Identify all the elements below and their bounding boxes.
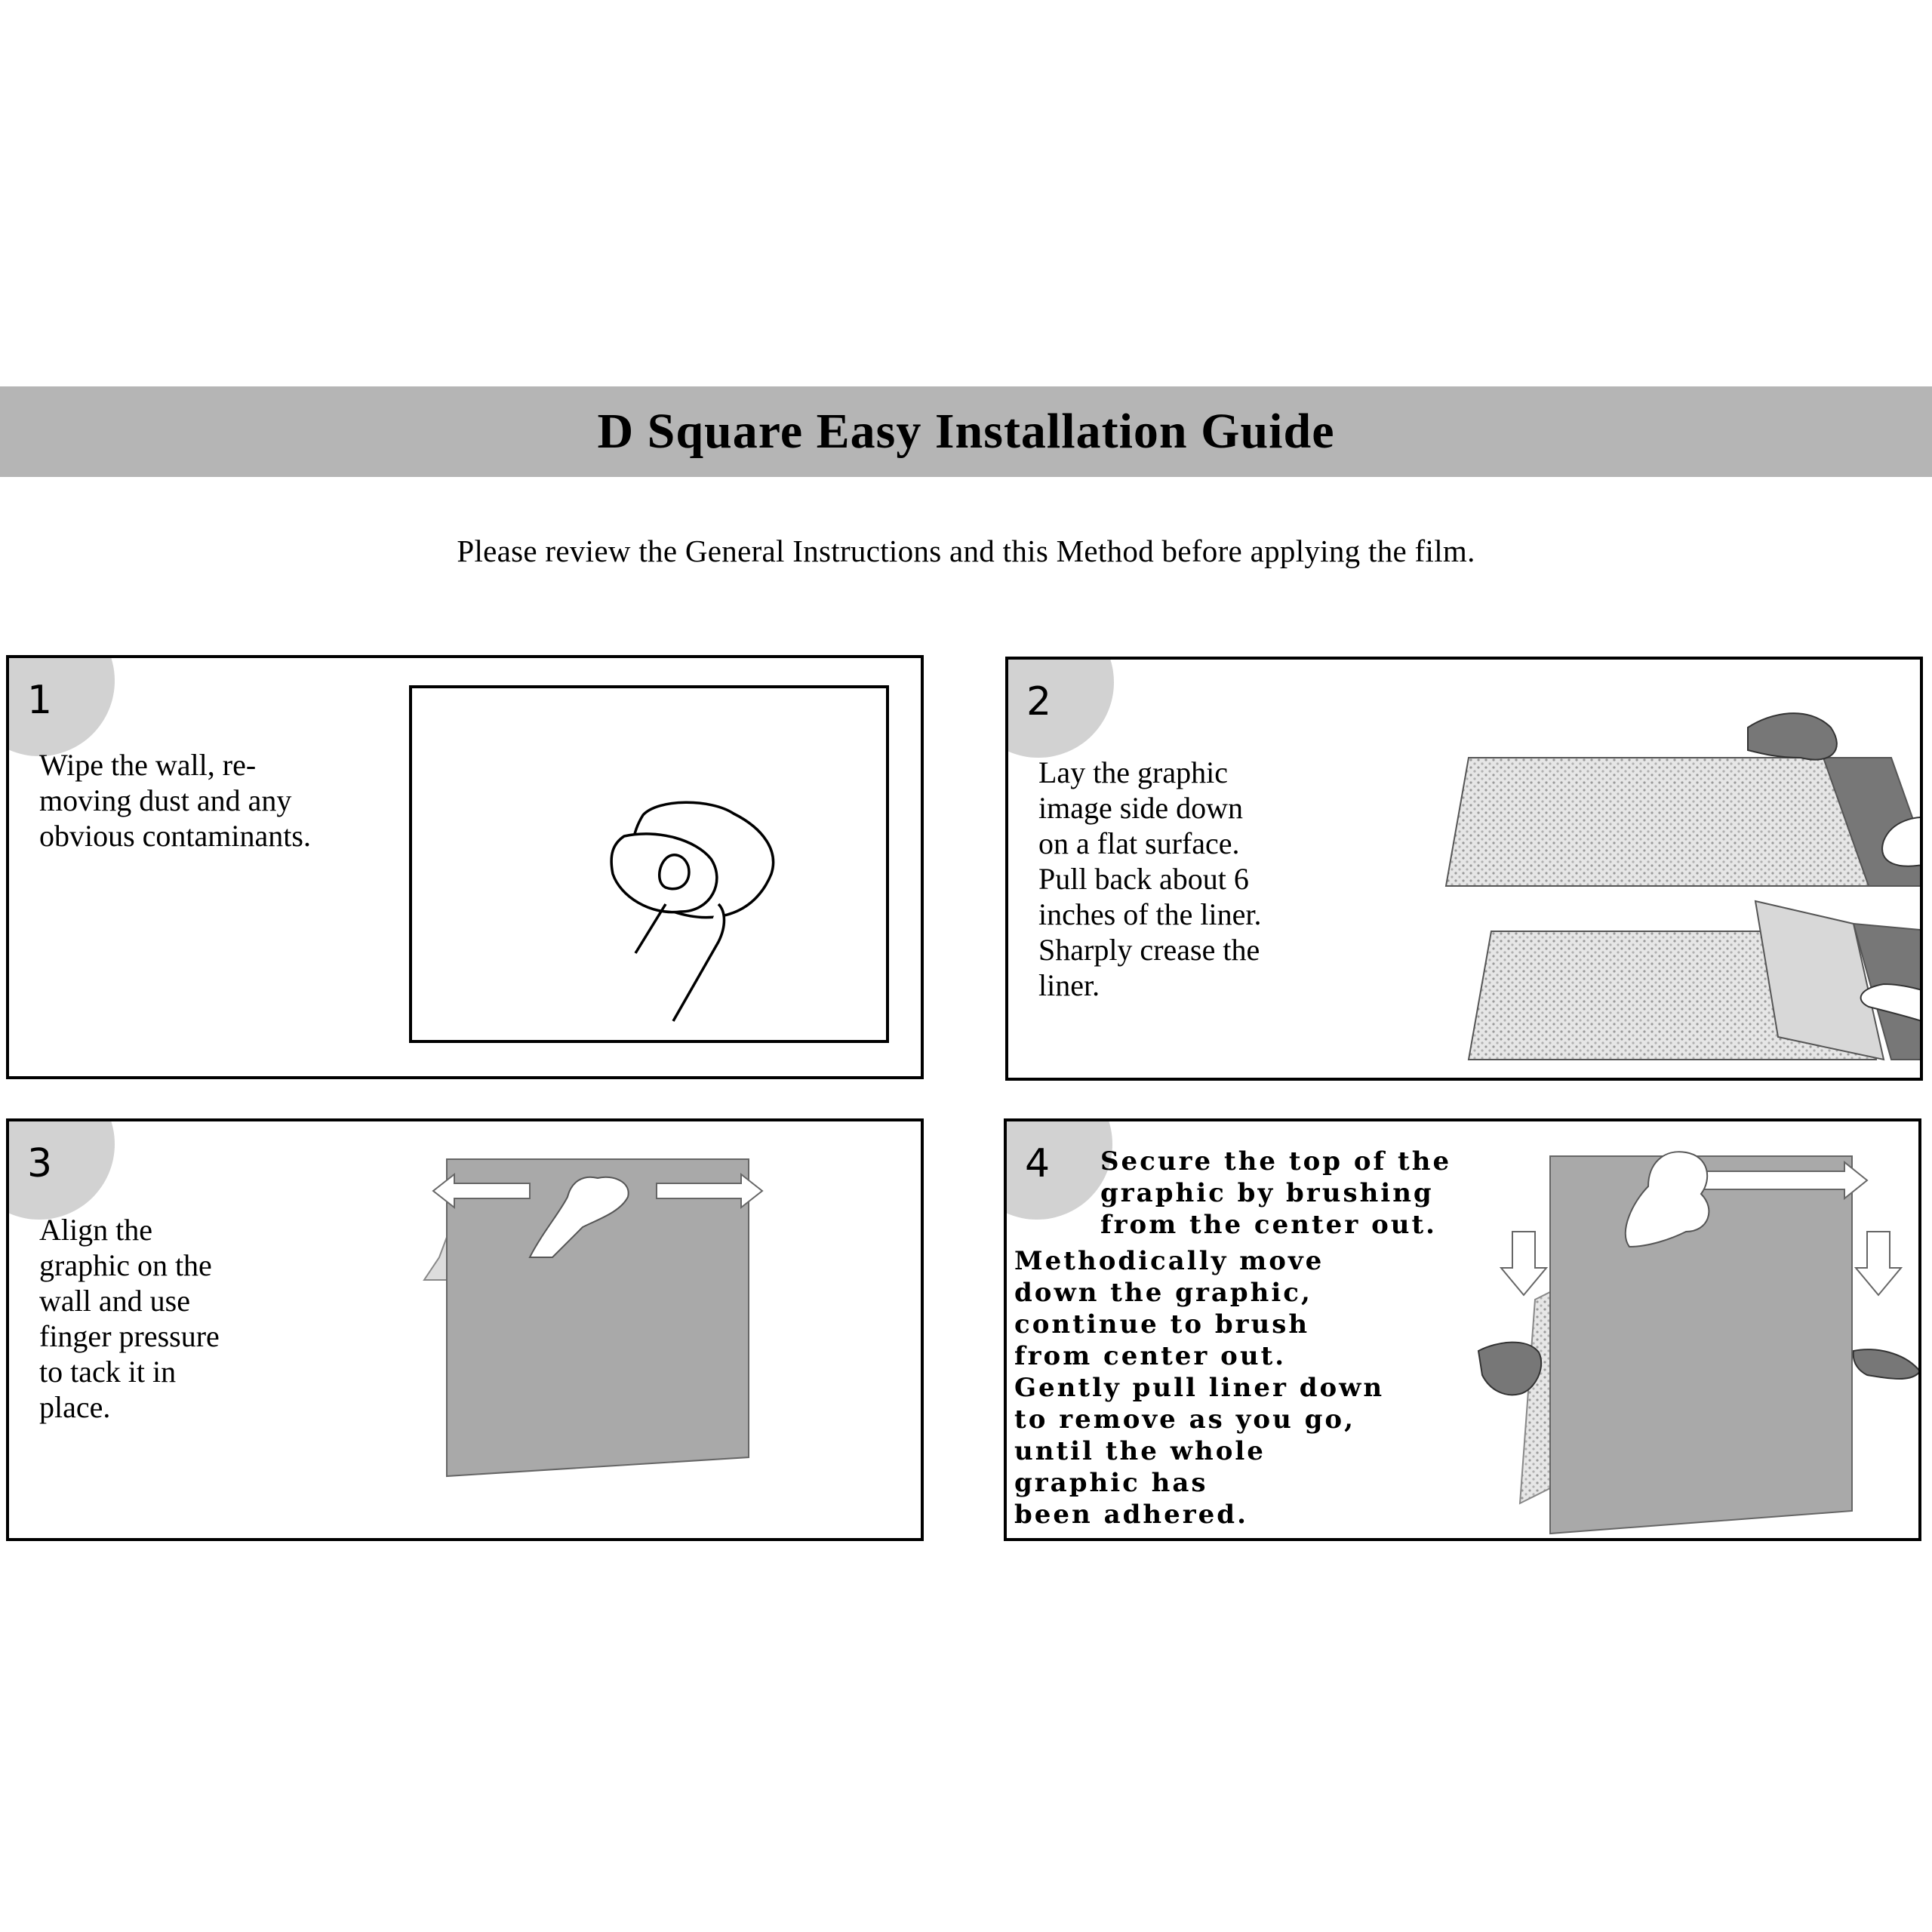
step-badge (1005, 657, 1114, 758)
step-1-panel (6, 655, 924, 1079)
step-3-instructions: Align the graphic on the wall and use finger pressure to tack it in place. (39, 1213, 220, 1424)
step-4-instructions-bottom: Methodically move down the graphic, continue to brush from center out. Gently pull liner down to remove as you go, until the whole graphic has been adhered. (1014, 1246, 1385, 1530)
step-badge (6, 1118, 115, 1220)
wipe-wall-illustration (409, 685, 892, 1046)
step-badge (1004, 1118, 1112, 1220)
hand-pulling-right-icon (1854, 1349, 1920, 1379)
align-graphic-illustration (417, 1152, 779, 1499)
arrow-down-left-icon (1501, 1232, 1546, 1295)
title-banner (0, 386, 1932, 477)
step-number: 1 (27, 678, 53, 723)
step-number: 3 (27, 1141, 53, 1186)
step-number: 2 (1026, 679, 1052, 724)
step-4-instructions-top: Secure the top of the graphic by brushing from the center out. (1100, 1146, 1452, 1240)
page-subtitle: Please review the General Instructions and this Method before applying the film. (457, 534, 1475, 568)
brush-adhere-illustration (1369, 1149, 1912, 1541)
graphic-sheet-top (1446, 758, 1923, 886)
hand-pulling-left-icon (1478, 1343, 1541, 1395)
hand-pulling-liner-icon (1748, 713, 1837, 760)
liner-remainder (1520, 1292, 1550, 1503)
step-2-panel (1005, 657, 1923, 1081)
graphic-sheet-bottom (1469, 901, 1923, 1060)
peel-liner-illustration (1408, 682, 1921, 1075)
step-2-instructions: Lay the graphic image side down on a flat surface. Pull back about 6 inches of the liner. Sharply crease the liner. (1038, 755, 1262, 1002)
step-1-instructions: Wipe the wall, re- moving dust and any obvious contaminants. (39, 748, 311, 853)
step-number: 4 (1025, 1141, 1051, 1186)
arrow-down-right-icon (1856, 1232, 1901, 1295)
page-title: D Square Easy Installation Guide (597, 404, 1335, 459)
step-3-panel (6, 1118, 924, 1541)
step-badge (6, 655, 115, 756)
step-4-panel (1004, 1118, 1921, 1541)
